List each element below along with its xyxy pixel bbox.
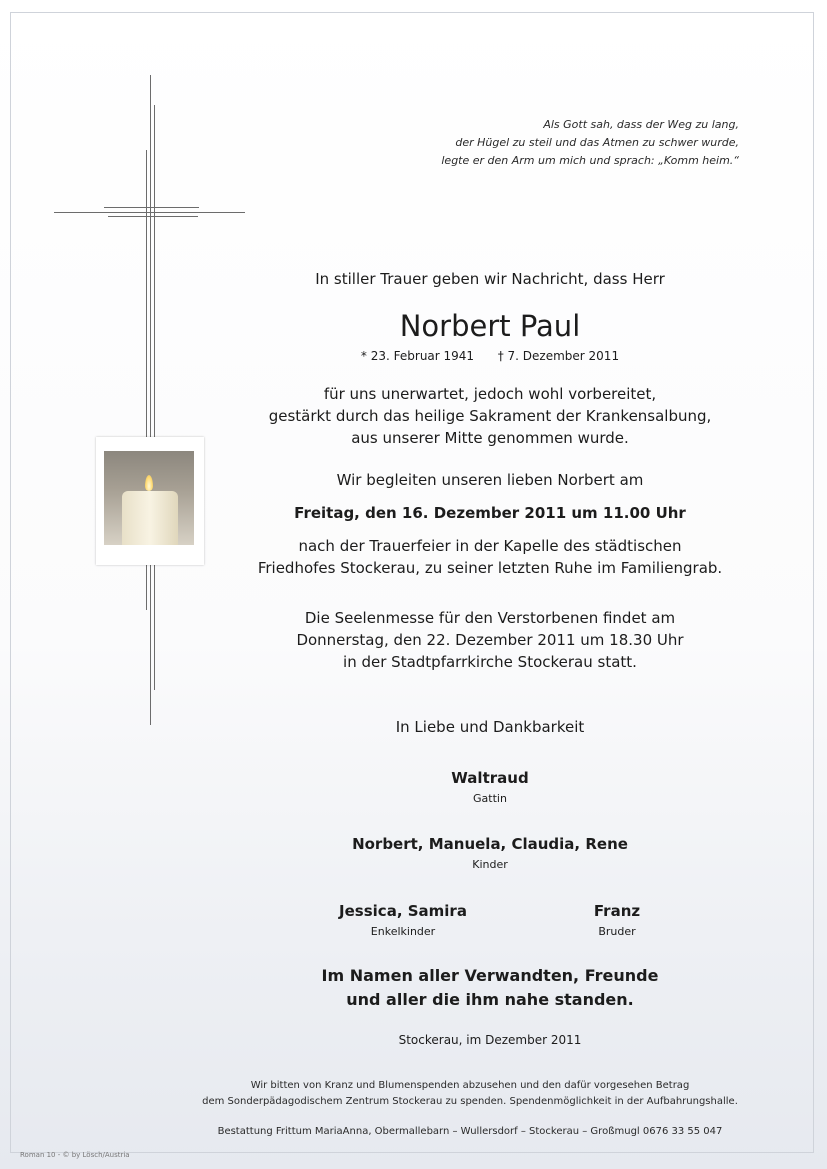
place-date: Stockerau, im Dezember 2011 (398, 1033, 582, 1047)
request-line-1: Wir bitten von Kranz und Blumenspenden abzusehen und den dafür vorgesehen Betrag (250, 1080, 690, 1091)
relatives-line-1: Im Namen aller Verwandten, Freunde (321, 966, 659, 985)
relatives-text (180, 964, 800, 1012)
children-names: Norbert, Manuela, Claudia, Rene (352, 835, 628, 853)
funeral-intro: Wir begleiten unseren lieben Norbert am (336, 471, 644, 489)
intro-text: In stiller Trauer geben wir Nachricht, dass Herr (315, 270, 665, 288)
spouse-relation: Gattin (473, 792, 507, 805)
request-line-2: dem Sonderpädagodischem Zentrum Stockerau zu spenden. Spendenmöglichkeit in der Aufbahrungshalle. (202, 1096, 738, 1107)
relatives-line-2: und aller die ihm nahe standen. (346, 990, 634, 1009)
funeral-line-2: Friedhofes Stockerau, zu seiner letzten Ruhe im Familiengrab. (257, 559, 723, 577)
quote-line-3: legte er den Arm um mich und sprach: „Komm heim.“ (441, 154, 739, 167)
candle-icon (122, 491, 178, 545)
life-dates (180, 348, 800, 364)
quote-line-2: der Hügel zu steil und das Atmen zu schwer wurde, (455, 136, 739, 149)
mass-line-2: Donnerstag, den 22. Dezember 2011 um 18.30 Uhr (296, 631, 684, 649)
funeral-date: Freitag, den 16. Dezember 2011 um 11.00 Uhr (294, 504, 686, 522)
grandchildren-names: Jessica, Samira (339, 902, 467, 920)
spouse-names: Waltraud (451, 769, 529, 787)
circumstances-line-2: gestärkt durch das heilige Sakrament der Krankensalbung, (268, 407, 712, 425)
mass-line-3: in der Stadtpfarrkirche Stockerau statt. (343, 653, 637, 671)
circumstances-text (180, 383, 800, 449)
funeral-line-1: nach der Trauerfeier in der Kapelle des städtischen (298, 537, 682, 555)
mass-details (180, 607, 800, 673)
quote-line-1: Als Gott sah, dass der Weg zu lang, (543, 118, 739, 131)
deceased-name: Norbert Paul (399, 309, 581, 343)
mass-line-1: Die Seelenmesse für den Verstorbenen findet am (304, 609, 676, 627)
circumstances-line-3: aus unserer Mitte genommen wurde. (351, 429, 629, 447)
brother-relation: Bruder (598, 925, 636, 938)
grandchildren-relation: Enkelkinder (370, 925, 436, 938)
candle-flame-icon (145, 475, 153, 491)
donation-request (150, 1078, 790, 1110)
brother-names: Franz (593, 902, 641, 920)
closing-text: In Liebe und Dankbarkeit (395, 718, 585, 736)
birth-date: * 23. Februar 1941 (360, 349, 475, 363)
undertaker-info: Bestattung Frittum MariaAnna, Obermallebarn – Wullersdorf – Stockerau – Großmugl 0676 33 55 047 (217, 1126, 723, 1137)
memorial-quote (399, 116, 739, 170)
print-credit: Roman 10 - © by Lösch/Austria (20, 1151, 130, 1159)
death-date: † 7. Dezember 2011 (497, 349, 620, 363)
children-relation: Kinder (472, 858, 508, 871)
funeral-details (180, 535, 800, 579)
circumstances-line-1: für uns unerwartet, jedoch wohl vorbereitet, (323, 385, 657, 403)
